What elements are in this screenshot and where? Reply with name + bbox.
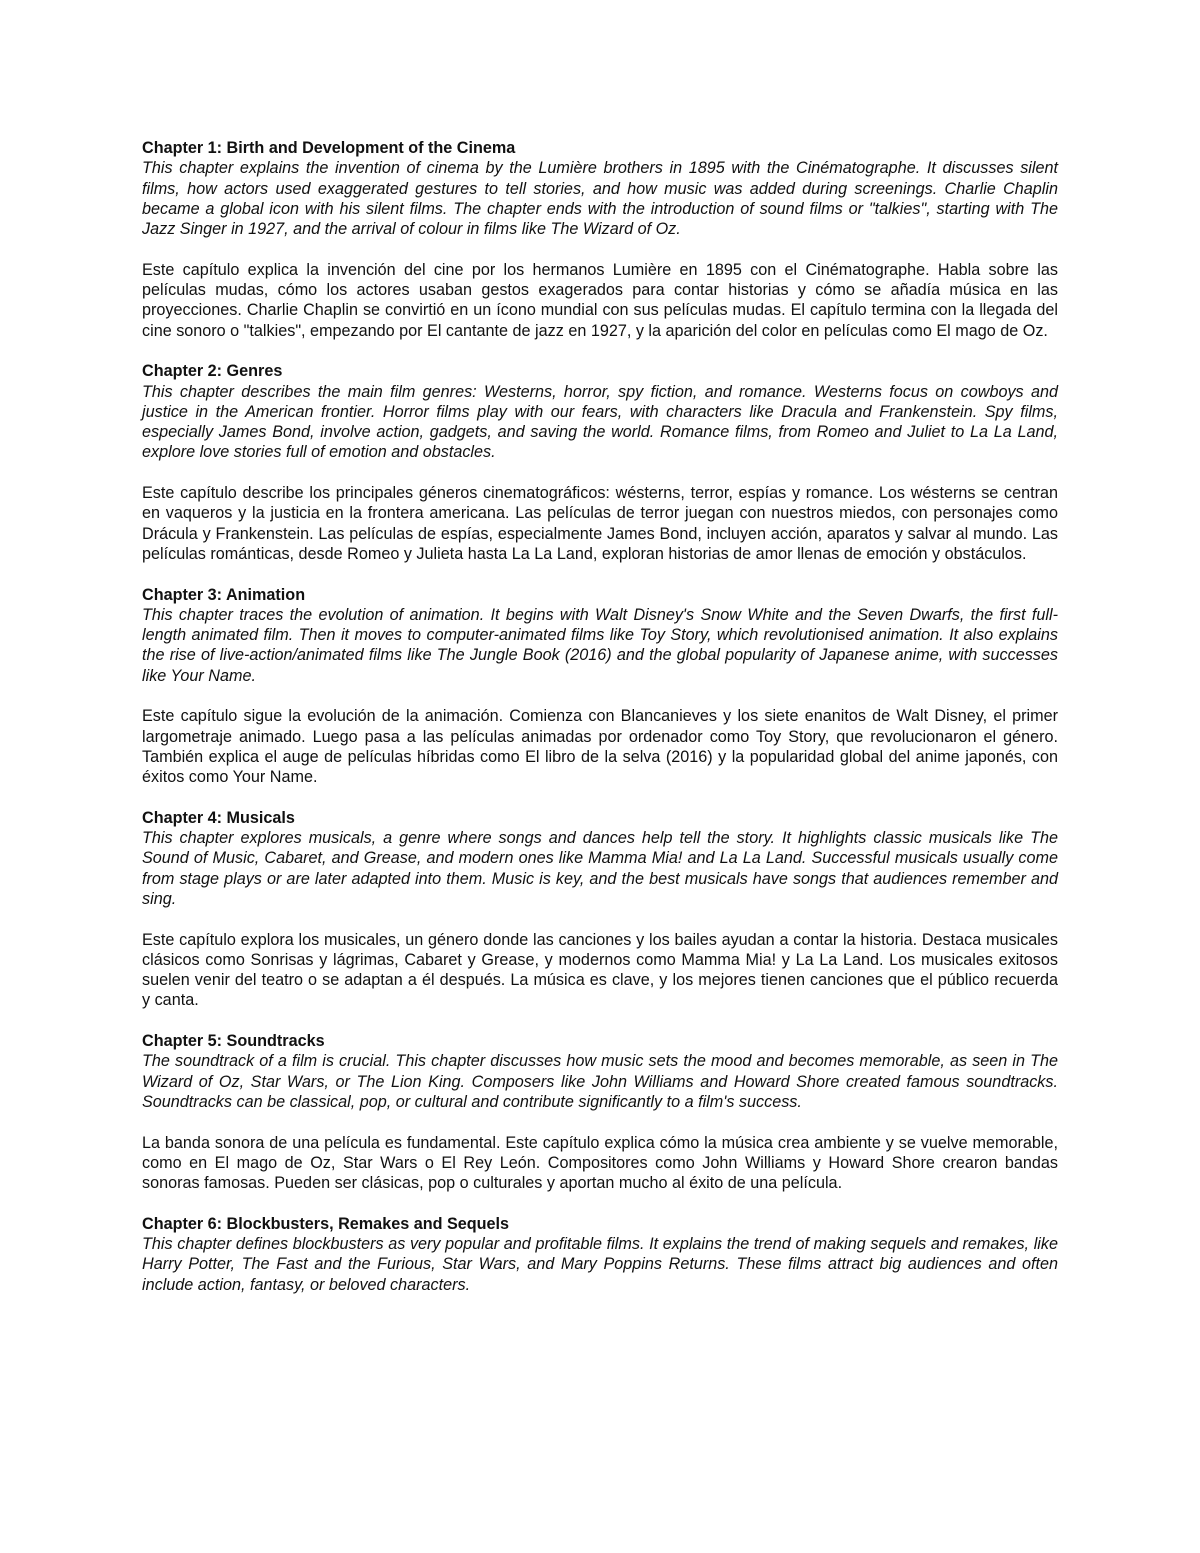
spanish-summary: La banda sonora de una película es fundamental. Este capítulo explica cómo la música crea ambiente y se vuelve memorable, como en El mago de Oz, Star Wars o El Rey León. Compositores como John Williams y Howard Shore crearon bandas sonoras famosas. Pueden ser clásicas, pop o culturales y aportan mucho al éxito de una película. (142, 1133, 1058, 1193)
english-summary: This chapter explores musicals, a genre where songs and dances help tell the story. It highlights classic musicals like The Sound of Music, Cabaret, and Grease, and modern ones like Mamma Mia! and La La Land. Successful musicals usually come from stage plays or are later adapted into them. Music is key, and the best musicals have songs that audiences remember and sing. (142, 829, 1058, 908)
english-summary: This chapter describes the main film genres: Westerns, horror, spy fiction, and romance. Westerns focus on cowboys and justice in the American frontier. Horror films play with our fears, with characters like Dracula and Frankenstein. Spy films, especially James Bond, involve action, gadgets, and saving the world. Romance films, from Romeo and Juliet to La La Land, explore love stories full of emotion and obstacles. (142, 382, 1058, 462)
spanish-summary: Este capítulo explora los musicales, un género donde las canciones y los bailes ayudan a contar la historia. Destaca musicales clásicos como Sonrisas y lágrimas, Cabaret y Grease, y modernos como Mamma Mia! y La La Land. Los musicales exitosos suelen venir del teatro o se adaptan a él después. La música es clave, y los mejores tienen canciones que el público recuerda y canta. (142, 930, 1058, 1010)
chapter-3 (142, 585, 1058, 788)
english-summary: The soundtrack of a film is crucial. This chapter discusses how music sets the mood and becomes memorable, as seen in The Wizard of Oz, Star Wars, or The Lion King. Composers like John Williams and Howard Shore created famous soundtracks. Soundtracks can be classical, pop, or cultural and contribute significantly to a film's success. (142, 1052, 1058, 1111)
chapter-title: Chapter 3: Animation (142, 585, 306, 604)
chapter-2 (142, 361, 1058, 564)
english-summary: This chapter traces the evolution of animation. It begins with Walt Disney's Snow White and the Seven Dwarfs, the first full-length animated film. Then it moves to computer-animated films like Toy Story, which revolutionised animation. It also explains the rise of live-action/animated films like The Jungle Book (2016) and the global popularity of Japanese anime, with successes like Your Name. (142, 605, 1058, 685)
document-page (142, 138, 1058, 1315)
chapter-title: Chapter 1: Birth and Development of the Cinema (142, 139, 516, 157)
spanish-summary: Este capítulo sigue la evolución de la animación. Comienza con Blancanieves y los siete enanitos de Walt Disney, el primer largometraje animado. Luego pasa a las películas animadas por ordenador como Toy Story, que revolucionaron el género. También explica el auge de películas híbridas como El libro de la selva (2016) y la popularidad global del anime japonés, con éxitos como Your Name. (142, 707, 1058, 787)
spanish-summary: Este capítulo explica la invención del cine por los hermanos Lumière en 1895 con el Cinématographe. Habla sobre las películas mudas, cómo los actores usaban gestos exagerados para contar historias y cómo se añadía música en las proyecciones. Charlie Chaplin se convirtió en un ícono mundial con sus películas mudas. El capítulo termina con la llegada del cine sonoro o "talkies", empezando por El cantante de jazz en 1927, y la aparición del color en películas como El mago de Oz. (142, 260, 1058, 340)
spanish-summary: Este capítulo describe los principales géneros cinematográficos: wésterns, terror, espías y romance. Los wésterns se centran en vaqueros y la justicia en la frontera americana. Las películas de terror juegan con nuestros miedos, con personajes como Drácula y Frankenstein. Las películas de espías, especialmente James Bond, incluyen acción, aparatos y salvar al mundo. Las películas románticas, desde Romeo y Julieta hasta La La Land, exploran historias de amor llenas de emoción y obstáculos. (142, 484, 1058, 563)
english-summary: This chapter explains the invention of cinema by the Lumière brothers in 1895 with the Cinématographe. It discusses silent films, how actors used exaggerated gestures to tell stories, and how music was added during screenings. Charlie Chaplin became a global icon with his silent films. The chapter ends with the introduction of sound films or "talkies", starting with The Jazz Singer in 1927, and the arrival of colour in films like The Wizard of Oz. (142, 159, 1058, 239)
chapter-5 (142, 1031, 1058, 1193)
chapter-title: Chapter 2: Genres (142, 362, 283, 381)
chapter-1 (142, 138, 1058, 341)
chapter-6 (142, 1214, 1058, 1295)
english-summary: This chapter defines blockbusters as very popular and profitable films. It explains the trend of making sequels and remakes, like Harry Potter, The Fast and the Furious, Star Wars, and Mary Poppins Returns. These films attract big audiences and often include action, fantasy, or beloved characters. (142, 1235, 1058, 1294)
chapter-title: Chapter 4: Musicals (142, 808, 295, 827)
chapter-title: Chapter 5: Soundtracks (142, 1032, 325, 1051)
chapter-4 (142, 808, 1058, 1011)
chapter-title: Chapter 6: Blockbusters, Remakes and Sequels (142, 1214, 510, 1233)
